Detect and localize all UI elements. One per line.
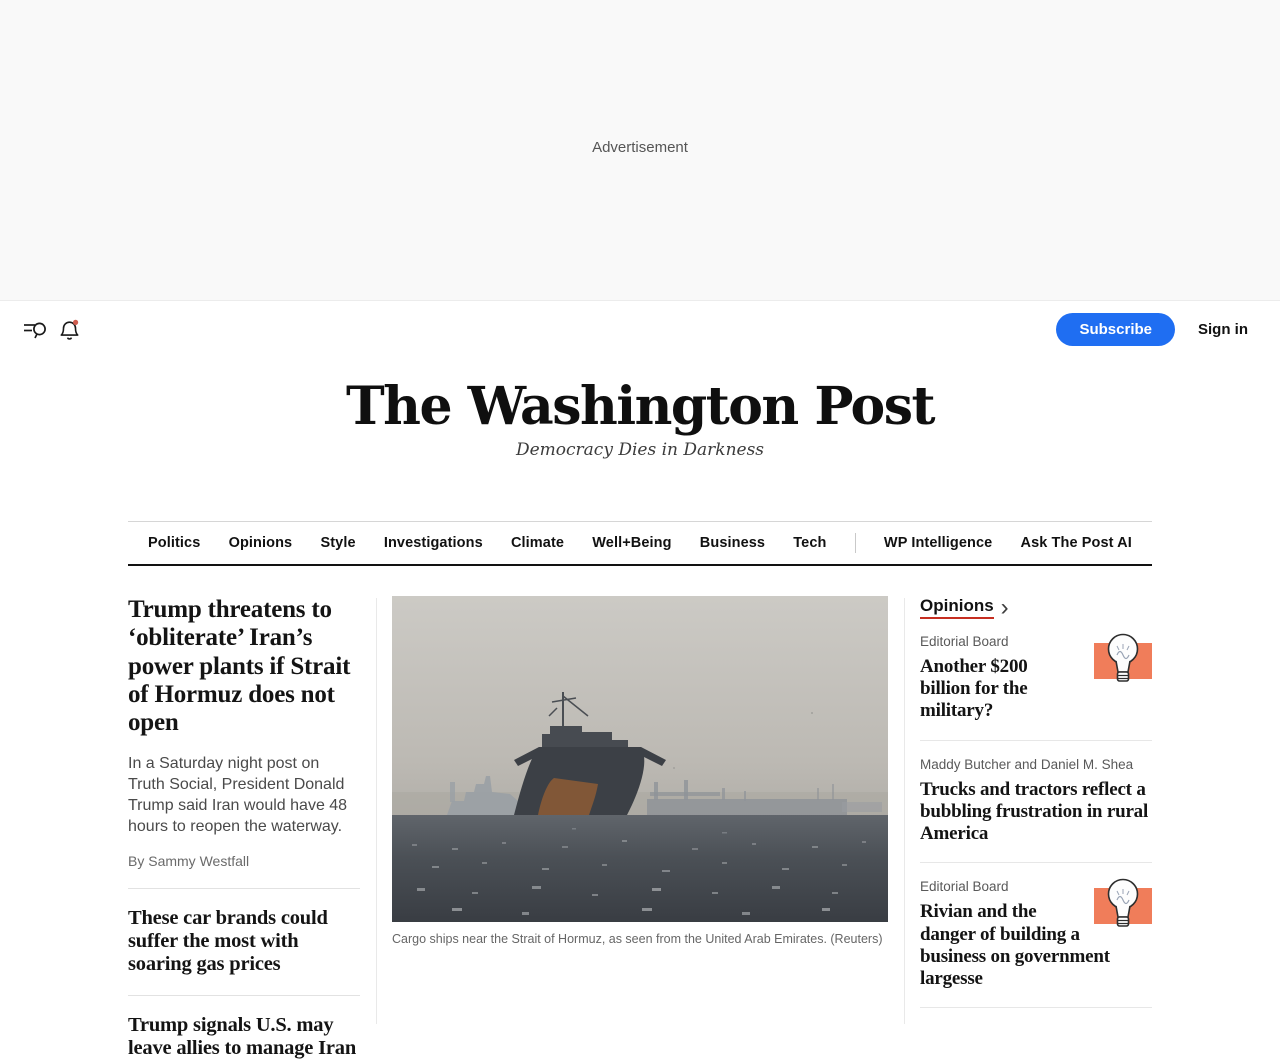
- opinion-divider: [920, 862, 1152, 863]
- nav-item-tech[interactable]: Tech: [793, 535, 827, 551]
- nav-item-politics[interactable]: Politics: [148, 535, 201, 551]
- opinion-item: [920, 879, 1152, 1008]
- nav-item-opinions[interactable]: Opinions: [228, 535, 293, 551]
- opinion-headline[interactable]: Another $200 billion for the military?: [920, 656, 1028, 722]
- story-headline[interactable]: These car brands could suffer the most with soaring gas prices: [128, 907, 328, 975]
- subscribe-button[interactable]: Subscribe: [1056, 313, 1175, 346]
- lead-headline[interactable]: Trump threatens to ‘obliterate’ Iran’s power plants if Strait of Hormuz does not open: [128, 596, 351, 736]
- masthead: [0, 361, 1280, 460]
- advertisement-label: Advertisement: [592, 139, 688, 156]
- opinion-author-label[interactable]: Editorial Board: [920, 634, 1009, 649]
- story-divider: [128, 888, 360, 889]
- menu-search-icon: [23, 330, 50, 345]
- lightbulb-thumbnail[interactable]: [1094, 632, 1152, 688]
- lead-photo-column: [392, 596, 888, 947]
- nav-item-business[interactable]: Business: [699, 535, 766, 551]
- nav-item-investigations[interactable]: Investigations: [383, 535, 483, 551]
- cargo-ships-photo: [392, 596, 888, 922]
- main-content: [128, 593, 1152, 1059]
- notification-dot: [73, 320, 78, 325]
- photo-caption: Cargo ships near the Strait of Hormuz, as seen from the United Arab Emirates. (Reuters): [392, 932, 883, 946]
- nav-item-wellbeing[interactable]: Well+Being: [592, 535, 672, 551]
- opinion-headline[interactable]: Rivian and the danger of building a business on government largesse: [920, 901, 1110, 989]
- lightbulb-thumbnail[interactable]: [1094, 877, 1152, 933]
- opinions-column: [920, 593, 1152, 1024]
- nav-item-climate[interactable]: Climate: [510, 535, 565, 551]
- lightbulb-icon: [1104, 877, 1142, 933]
- lightbulb-icon: [1104, 632, 1142, 688]
- opinion-author-label[interactable]: Maddy Butcher and Daniel M. Shea: [920, 756, 1134, 772]
- story-divider: [128, 995, 360, 996]
- top-bar: [0, 301, 1280, 361]
- ad-region: [0, 0, 1280, 301]
- opinion-headline[interactable]: Trucks and tractors reflect a bubbling frustration in rural America: [920, 778, 1149, 845]
- column-rule-right: [904, 598, 905, 1024]
- lead-summary: In a Saturday night post on Truth Social, President Donald Trump said Iran would have 48 hours to reopen the waterway.: [128, 755, 348, 836]
- lead-story-column: [128, 596, 360, 1060]
- nav-item-style[interactable]: Style: [320, 535, 356, 551]
- notifications-button[interactable]: [58, 317, 84, 348]
- menu-search-button[interactable]: [21, 318, 52, 347]
- section-nav: [128, 521, 1152, 566]
- opinions-section-link[interactable]: [920, 593, 1152, 621]
- opinion-divider: [920, 740, 1152, 741]
- sign-in-link[interactable]: Sign in: [1198, 321, 1248, 338]
- opinions-title[interactable]: Opinions: [920, 596, 994, 619]
- lead-photo[interactable]: [392, 596, 888, 922]
- story-headline[interactable]: Trump signals U.S. may leave allies to manage Iran: [128, 1013, 357, 1059]
- opinion-author-label[interactable]: Editorial Board: [920, 879, 1009, 895]
- tagline: Democracy Dies in Darkness: [515, 439, 765, 460]
- opinion-item: [920, 634, 1152, 741]
- opinion-divider: [920, 1007, 1152, 1008]
- lead-byline[interactable]: By Sammy Westfall: [128, 853, 250, 870]
- account-actions: [1056, 313, 1248, 346]
- nav-item-wp-intelligence[interactable]: WP Intelligence: [883, 535, 993, 551]
- chevron-right-icon: ›: [1000, 593, 1009, 621]
- nav-item-ask-the-post-ai[interactable]: Ask The Post AI: [1020, 535, 1132, 551]
- opinion-item: [920, 757, 1152, 864]
- wapo-logo[interactable]: The Washington Post: [345, 376, 935, 437]
- column-rule-left: [376, 598, 377, 1024]
- nav-divider: [855, 533, 856, 553]
- bell-icon: [60, 331, 82, 346]
